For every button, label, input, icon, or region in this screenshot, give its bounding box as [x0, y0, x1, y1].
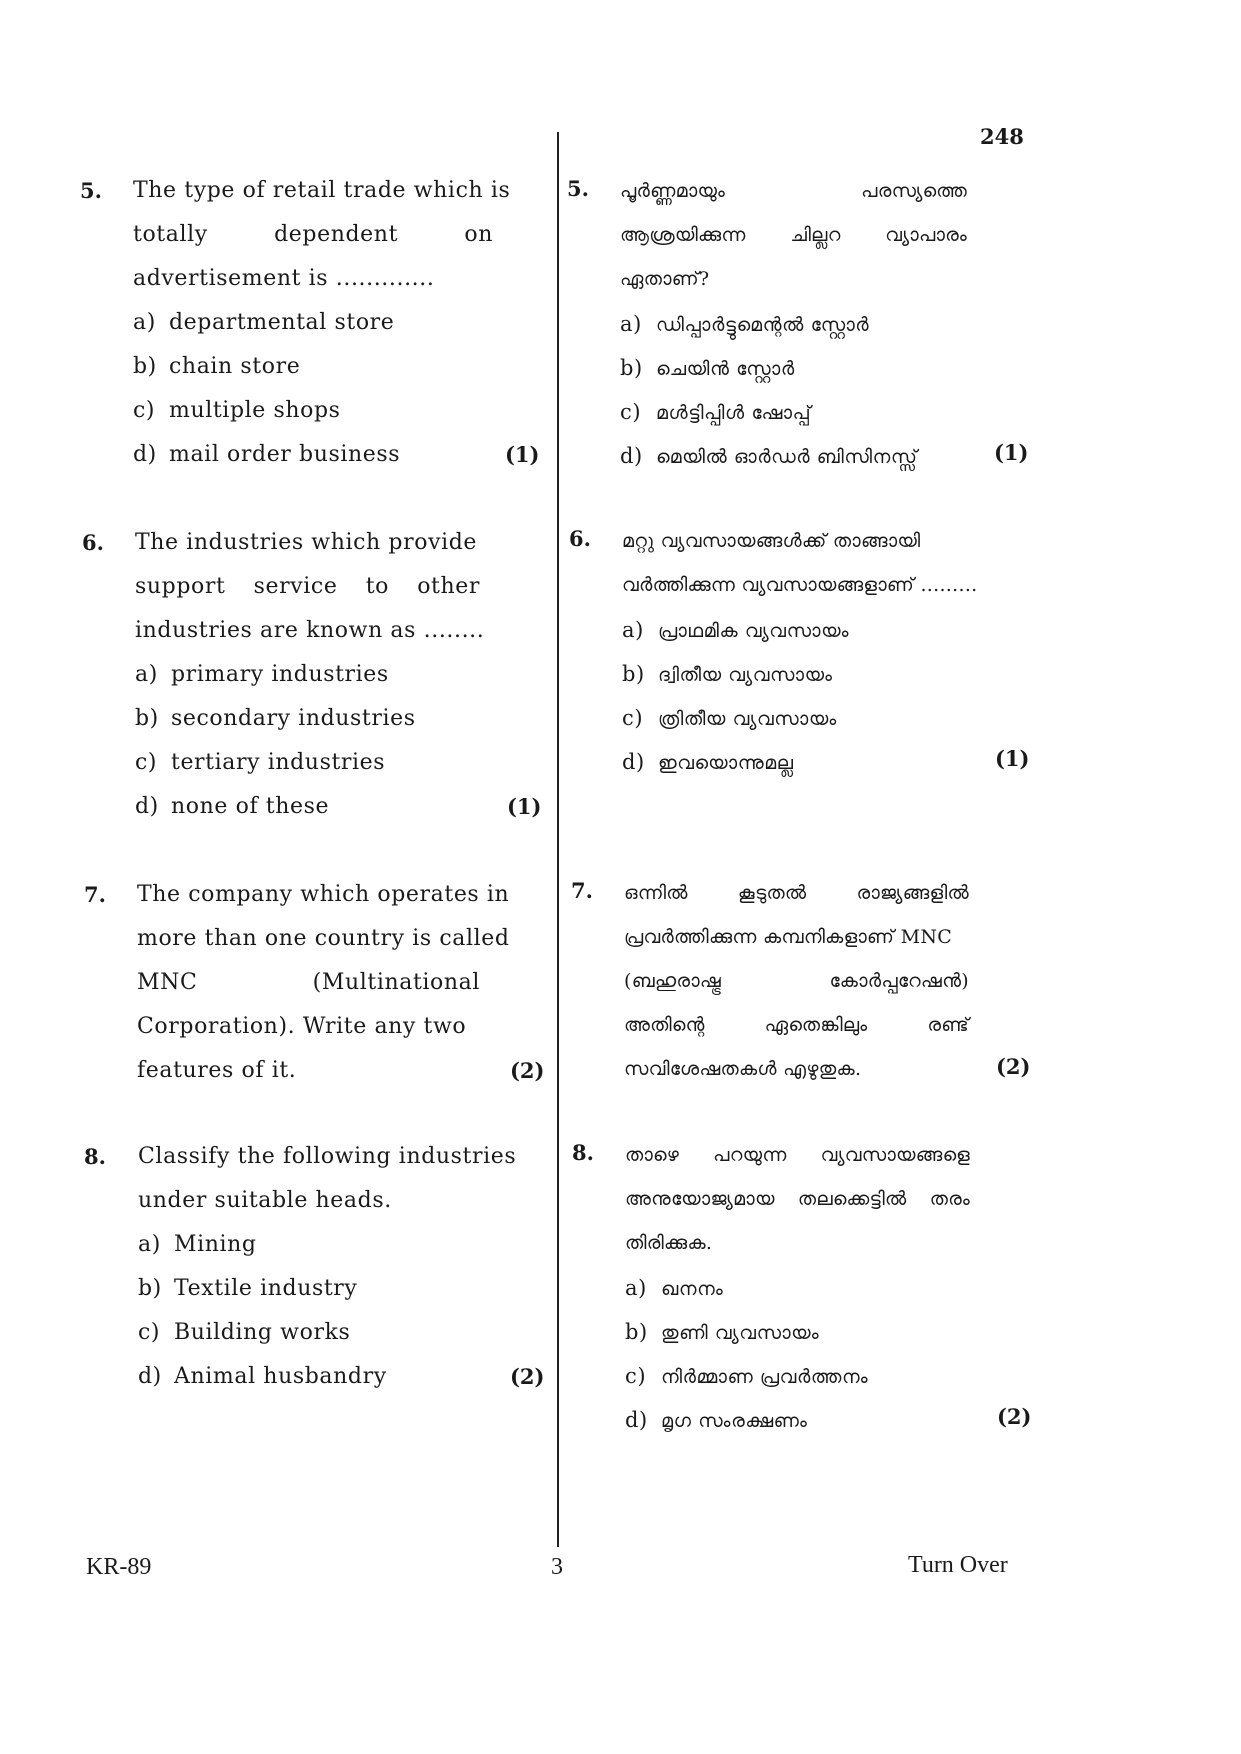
option-b	[138, 1276, 357, 1301]
marks: (1)	[505, 442, 540, 467]
marks: (1)	[995, 746, 1030, 771]
option-a	[625, 1276, 723, 1300]
option-text: chain store	[169, 354, 301, 379]
option-text: departmental store	[169, 310, 395, 335]
option-text: ഖനനം	[661, 1278, 724, 1300]
option-text: none of these	[171, 794, 330, 819]
option-text: tertiary industries	[171, 750, 386, 775]
option-a	[135, 662, 389, 687]
question-number: 7.	[84, 882, 106, 907]
question-text-line: ആശ്രയിക്കുന്ന ചില്ലറ വ്യാപാരം	[620, 224, 967, 246]
question-text-line: മറ്റു വ്യവസായങ്ങൾക്ക് താങ്ങായി	[622, 530, 921, 552]
option-text: നിർമ്മാണ പ്രവർത്തനം	[661, 1366, 869, 1388]
option-text: ത്രിതീയ വ്യവസായം	[658, 708, 837, 730]
option-b	[620, 356, 795, 380]
option-c	[135, 750, 385, 775]
marks: (1)	[994, 440, 1029, 465]
option-letter: d)	[135, 794, 159, 819]
option-b	[133, 354, 300, 379]
option-text: ഡിപ്പാർട്ടുമെന്റൽ സ്റ്റോർ	[656, 314, 870, 336]
option-letter: d)	[620, 444, 643, 468]
option-letter: c)	[622, 706, 644, 730]
option-a	[138, 1232, 257, 1257]
option-c	[620, 400, 811, 424]
option-letter: d)	[622, 750, 645, 774]
option-text: ഇവയൊന്നുമല്ല	[658, 752, 794, 774]
question-number: 8.	[572, 1140, 594, 1165]
footer-code: KR-89	[86, 1554, 152, 1580]
option-text: multiple shops	[169, 398, 341, 423]
question-text-line: ഒന്നിൽ കൂടുതൽ രാജ്യങ്ങളിൽ	[624, 882, 969, 904]
marks: (1)	[507, 794, 542, 819]
question-number: 6.	[569, 526, 591, 551]
option-b	[622, 662, 833, 686]
question-text-line: support service to other	[135, 574, 480, 599]
question-text-line: under suitable heads.	[138, 1188, 392, 1213]
question-text-line: The company which operates in	[137, 882, 510, 907]
question-text-line: MNC (Multinational	[137, 970, 480, 995]
option-d	[133, 442, 400, 467]
option-c	[622, 706, 837, 730]
option-b	[135, 706, 416, 731]
option-c	[625, 1364, 868, 1388]
question-text-line: Corporation). Write any two	[137, 1014, 467, 1039]
marks: (2)	[997, 1404, 1032, 1429]
option-text: Textile industry	[174, 1276, 358, 1301]
question-text-line: The industries which provide	[135, 530, 478, 555]
option-text: mail order business	[169, 442, 401, 467]
page-number: 248	[980, 124, 1024, 149]
option-a	[620, 312, 869, 336]
option-text: Mining	[174, 1232, 257, 1257]
question-text-line: advertisement is .............	[133, 266, 435, 291]
option-letter: d)	[133, 442, 157, 467]
question-text-line: Classify the following industries	[138, 1144, 517, 1169]
option-text: Animal husbandry	[174, 1364, 387, 1389]
turn-over-label: Turn Over	[908, 1552, 1008, 1578]
question-text-line: industries are known as ........	[135, 618, 485, 643]
option-letter: a)	[138, 1232, 161, 1257]
question-text-line: The type of retail trade which is	[133, 178, 511, 203]
question-text-line: features of it.	[137, 1058, 297, 1083]
option-letter: b)	[135, 706, 159, 731]
option-text: തുണി വ്യവസായം	[661, 1322, 820, 1344]
question-number: 6.	[82, 530, 104, 555]
option-d	[620, 444, 918, 468]
footer-page-number: 3	[551, 1554, 563, 1580]
question-number: 7.	[571, 878, 593, 903]
question-text-line: (ബഹുരാഷ്ട്ര കോർപ്പറേഷൻ)	[624, 970, 969, 992]
option-letter: b)	[620, 356, 643, 380]
question-text-line: വർത്തിക്കുന്ന വ്യവസായങ്ങളാണ് .........	[622, 574, 978, 596]
option-letter: b)	[138, 1276, 162, 1301]
question-text-line: ഏതാണ്?	[620, 268, 710, 290]
option-letter: a)	[625, 1276, 647, 1300]
question-text-line: താഴെ പറയുന്ന വ്യവസായങ്ങളെ	[625, 1144, 970, 1166]
option-a	[622, 618, 849, 642]
question-text-line: സവിശേഷതകൾ എഴുതുക.	[624, 1058, 862, 1080]
option-text: primary industries	[171, 662, 389, 687]
option-letter: c)	[133, 398, 156, 423]
question-text-line: തിരിക്കുക.	[625, 1232, 713, 1254]
option-c	[138, 1320, 350, 1345]
option-text: Building works	[174, 1320, 351, 1345]
option-text: ദ്വിതീയ വ്യവസായം	[658, 664, 833, 686]
option-d	[625, 1408, 807, 1432]
question-number: 8.	[84, 1144, 106, 1169]
marks: (2)	[996, 1054, 1031, 1079]
option-d	[135, 794, 329, 819]
option-d	[138, 1364, 387, 1389]
option-letter: c)	[625, 1364, 647, 1388]
option-c	[133, 398, 341, 423]
option-letter: b)	[625, 1320, 648, 1344]
column-divider	[557, 132, 559, 1547]
option-text: ചെയിൻ സ്റ്റോർ	[656, 358, 795, 380]
option-letter: b)	[133, 354, 157, 379]
option-d	[622, 750, 794, 774]
option-text: മെയിൽ ഓർഡർ ബിസിനസ്സ്	[656, 446, 918, 468]
question-number: 5.	[567, 176, 589, 201]
question-number: 5.	[80, 178, 102, 203]
option-letter: c)	[138, 1320, 161, 1345]
option-text: പ്രാഥമിക വ്യവസായം	[658, 620, 850, 642]
option-b	[625, 1320, 819, 1344]
option-letter: c)	[135, 750, 158, 775]
option-letter: d)	[138, 1364, 162, 1389]
option-text: secondary industries	[171, 706, 416, 731]
option-letter: b)	[622, 662, 645, 686]
option-letter: a)	[133, 310, 156, 335]
question-text-line: പ്രവർത്തിക്കുന്ന കമ്പനികളാണ് MNC	[624, 926, 953, 948]
question-text-line: അതിന്റെ ഏതെങ്കിലും രണ്ട്	[624, 1014, 969, 1036]
question-text-line: more than one country is called	[137, 926, 510, 951]
question-text-line: പൂർണ്ണമായും പരസ്യത്തെ	[620, 180, 967, 202]
option-letter: a)	[620, 312, 642, 336]
option-text: മൾട്ടിപ്പിൾ ഷോപ്പ്	[656, 402, 812, 424]
option-a	[133, 310, 394, 335]
option-letter: a)	[622, 618, 644, 642]
option-text: മൃഗ സംരക്ഷണം	[661, 1410, 808, 1432]
question-text-line: അനുയോജ്യമായ തലക്കെട്ടിൽ തരം	[625, 1188, 970, 1210]
option-letter: c)	[620, 400, 642, 424]
option-letter: d)	[625, 1408, 648, 1432]
marks: (2)	[510, 1364, 545, 1389]
marks: (2)	[510, 1058, 545, 1083]
question-text-line: totally dependent on	[133, 222, 493, 247]
option-letter: a)	[135, 662, 158, 687]
